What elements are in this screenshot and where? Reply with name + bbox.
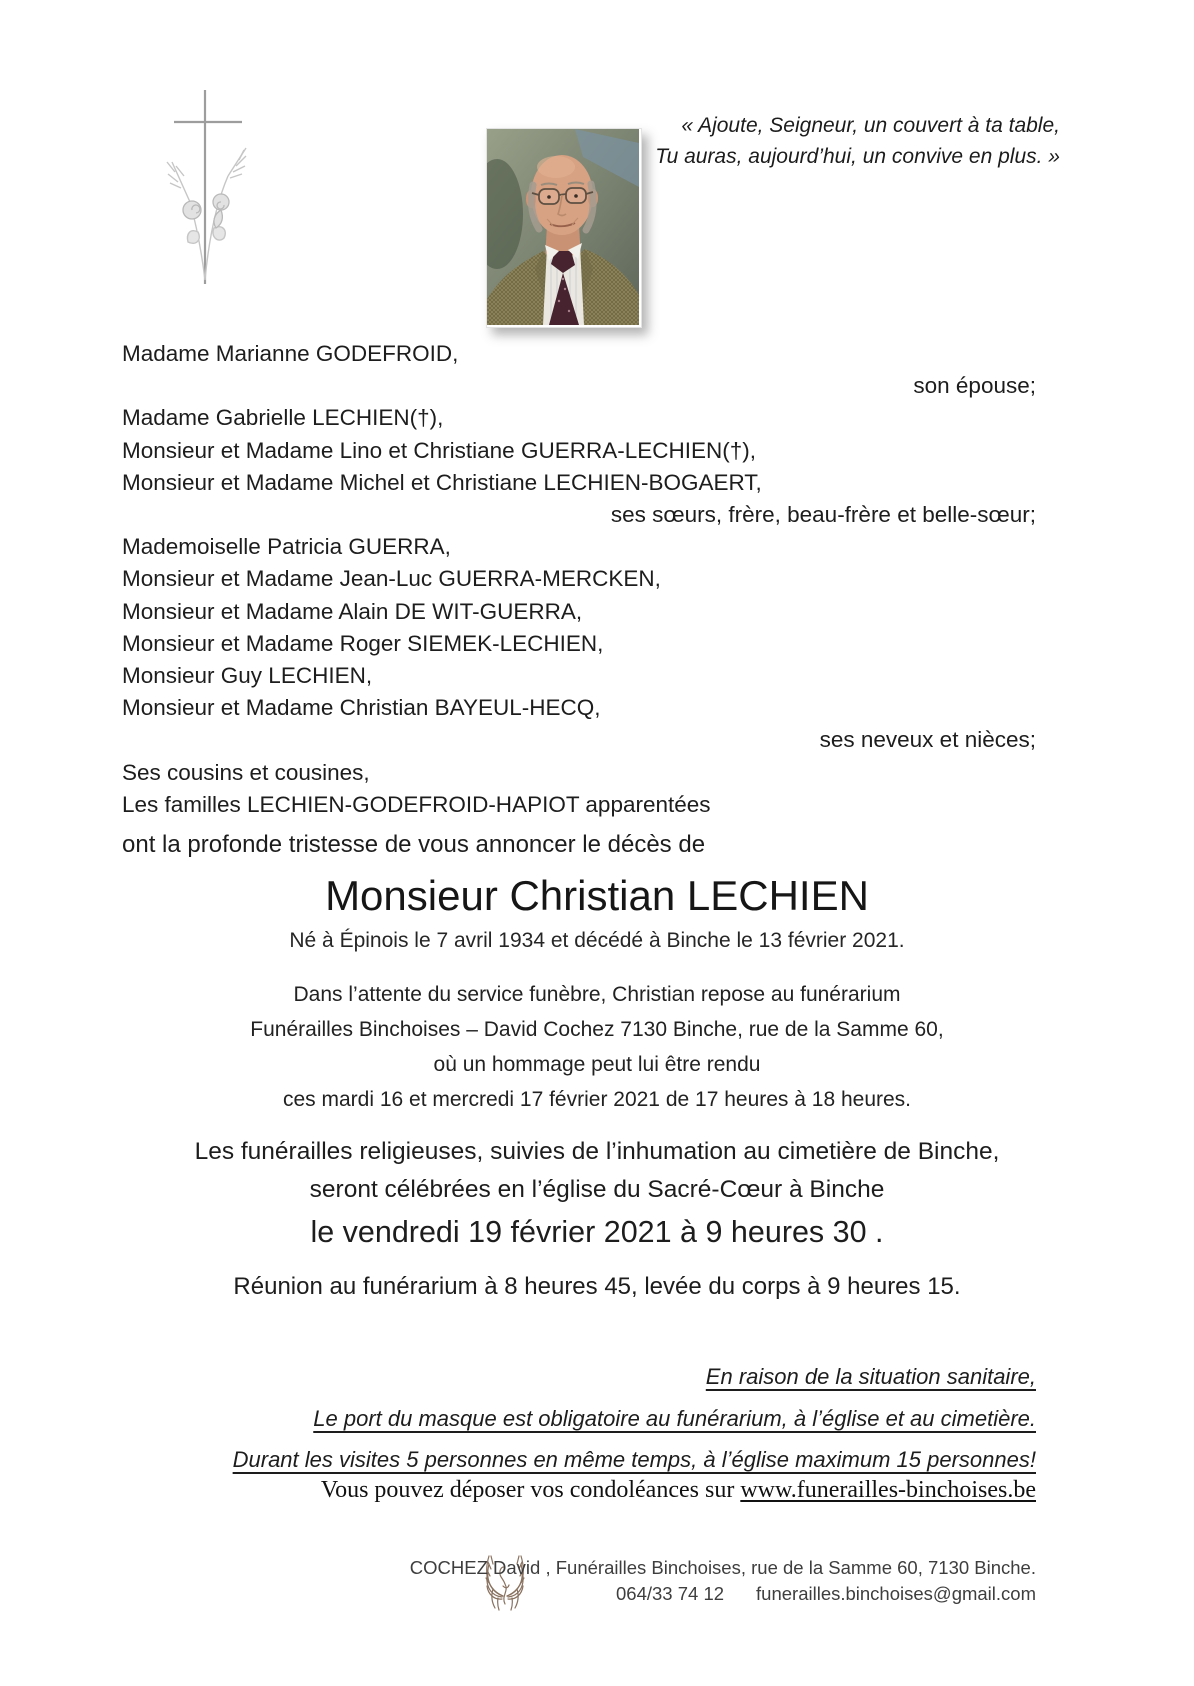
quote-line-1: « Ajoute, Seigneur, un couvert à ta table, [681,114,1060,137]
family-line: Monsieur et Madame Alain DE WIT-GUERRA, [122,598,583,624]
wake-line: Funérailles Binchoises – David Cochez 7130 Binche, rue de la Samme 60, [250,1018,944,1041]
wake-line: Dans l’attente du service funèbre, Christian repose au funérarium [293,983,901,1006]
covid-line: En raison de la situation sanitaire, [705,1364,1036,1389]
quote-line-2: Tu auras, aujourd’hui, un convive en plus. » [655,145,1060,168]
funeral-line-1: Les funérailles religieuses, suivies de l’inhumation au cimetière de Binche, [194,1138,1000,1165]
funeral-meeting: Réunion au funérarium à 8 heures 45, levée du corps à 9 heures 15. [233,1273,961,1300]
family-line: Monsieur et Madame Lino et Christiane GUERRA-LECHIEN(†), [122,437,756,463]
footer-phone: 064/33 74 12 [616,1582,725,1604]
condolences-line [90,1477,1036,1504]
family-line: Madame Gabrielle LECHIEN(†), [122,405,444,431]
family-line: Madame Marianne GODEFROID, [122,341,459,366]
condolences-link[interactable]: www.funerailles-binchoises.be [740,1477,1036,1503]
footer-email: funerailles.binchoises@gmail.com [756,1582,1036,1604]
family-line: Monsieur et Madame Christian BAYEUL-HECQ, [122,695,601,721]
family-line: Monsieur et Madame Michel et Christiane LECHIEN-BOGAERT, [122,469,762,495]
family-line: Ses cousins et cousines, [122,759,370,785]
religious-quote [655,110,1060,172]
funeral-datetime: le vendredi 19 février 2021 à 9 heures 30 . [310,1215,884,1249]
family-line: Monsieur et Madame Jean-Luc GUERRA-MERCKEN, [122,566,661,592]
family-line: Monsieur Guy LECHIEN, [122,663,373,689]
covid-notice [90,1356,1036,1481]
funeral-info [0,1133,1194,1301]
deceased-name: Monsieur Christian LECHIEN [325,872,869,919]
footer-contact [410,1555,1036,1606]
wake-info [0,977,1194,1117]
condolences-text: Vous pouvez déposer vos condoléances sur [320,1477,741,1503]
cross-roses-icon [148,82,260,299]
footer-address: COCHEZ David , Funérailles Binchoises, rue de la Samme 60, 7130 Binche. [409,1557,1036,1578]
announcement-sentence: ont la profonde tristesse de vous annoncer le décès de [122,831,706,858]
deceased-block [0,872,1194,953]
family-line: son épouse; [913,373,1036,399]
portrait-photo [486,128,642,328]
life-dates: Né à Épinois le 7 avril 1934 et décédé à Binche le 13 février 2021. [289,929,905,952]
family-line: Les familles LECHIEN-GODEFROID-HAPIOT apparentées [122,791,711,817]
wake-line: ces mardi 16 et mercredi 17 février 2021 de 17 heures à 18 heures. [282,1088,912,1111]
family-line: Mademoiselle Patricia GUERRA, [122,534,451,560]
family-line: ses sœurs, frère, beau-frère et belle-sœur; [610,502,1036,528]
family-list [122,338,1036,821]
family-line: Monsieur et Madame Roger SIEMEK-LECHIEN, [122,630,604,656]
covid-line: Durant les visites 5 personnes en même temps, à l’église maximum 15 personnes! [232,1447,1036,1472]
funeral-line-2: seront célébrées en l’église du Sacré-Cœur à Binche [309,1175,885,1203]
family-line: ses neveux et nièces; [819,727,1036,753]
covid-line: Le port du masque est obligatoire au funérarium, à l’église et au cimetière. [313,1405,1036,1431]
wake-line: où un hommage peut lui être rendu [433,1053,761,1076]
